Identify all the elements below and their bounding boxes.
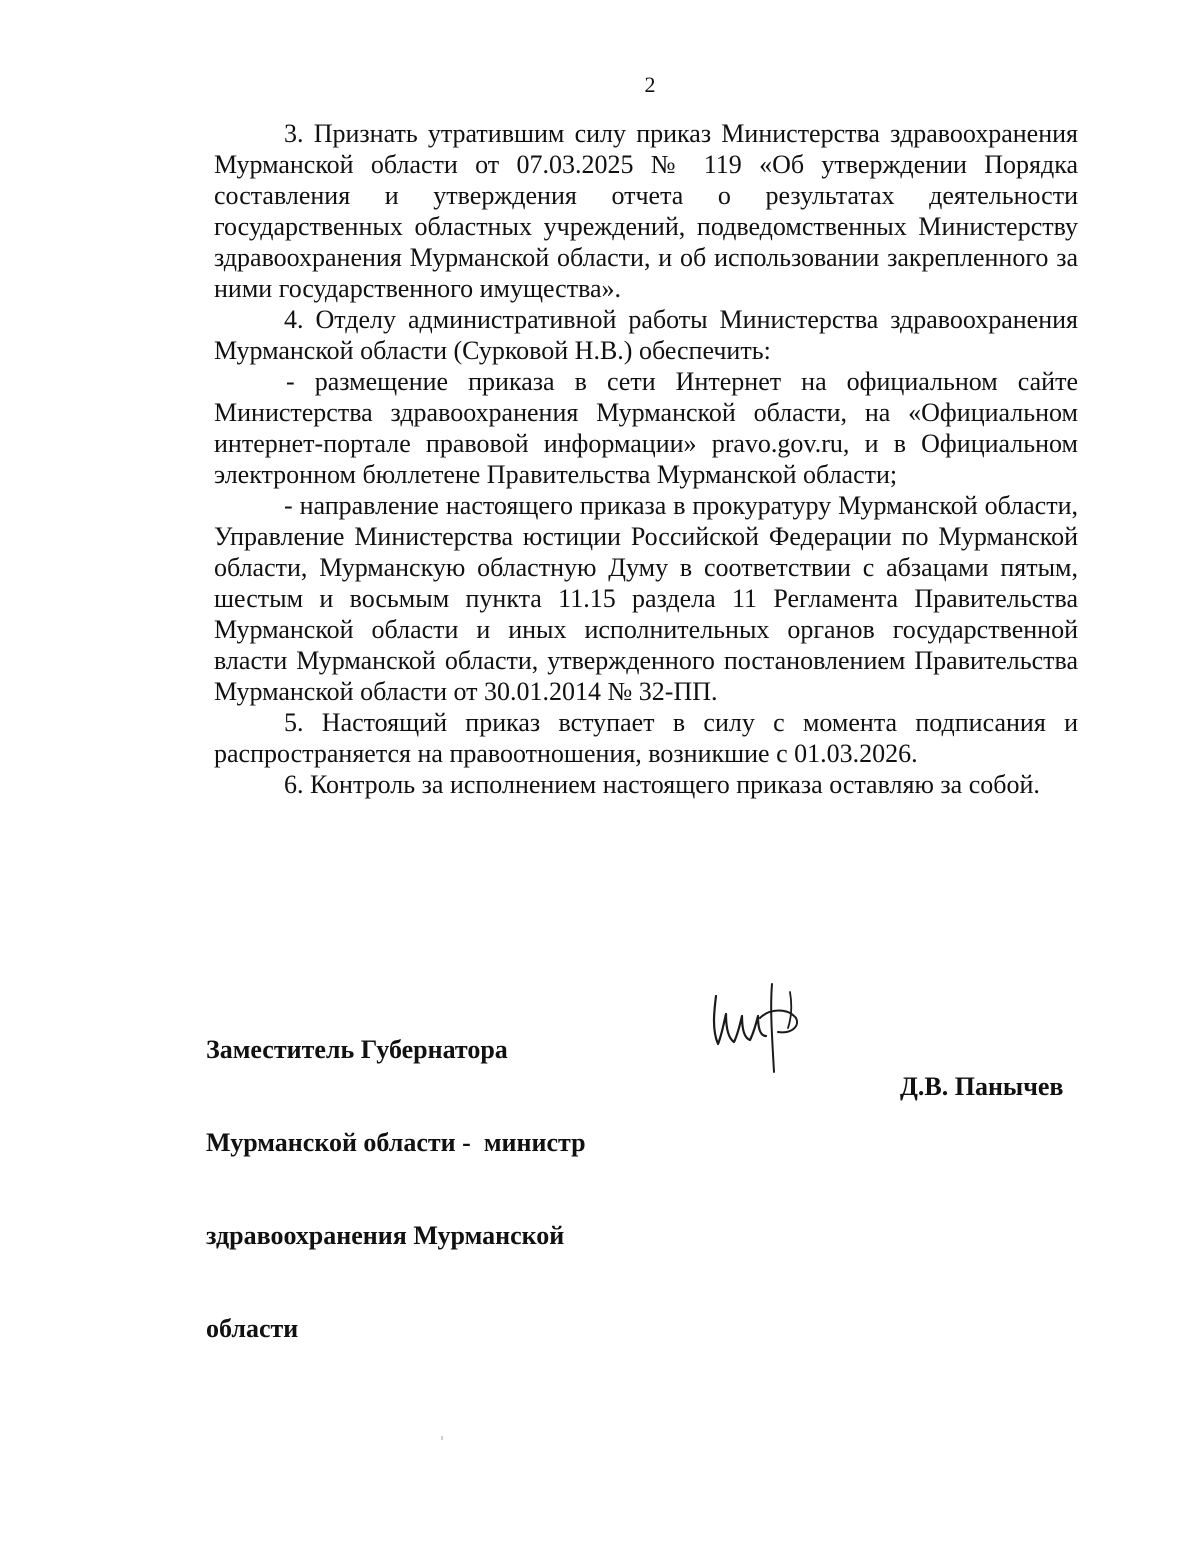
document-body bbox=[214, 118, 1078, 800]
signatory-position-line: области bbox=[206, 1314, 299, 1343]
paragraph-4-admin-department: 4. Отделу административной работы Министерства здравоохранения Мурманской области (Сурковой Н.В.) обеспечить: bbox=[214, 305, 1078, 365]
handwritten-signature bbox=[702, 978, 812, 1076]
signatory-position-line: Заместитель Губернатора bbox=[206, 1035, 508, 1064]
paragraph-4-distribution: - направление настоящего приказа в прокуратуру Мурманской области, Управление Министерства юстиции Российской Федерации по Мурманской области, Мурманскую областную Думу в соответствии с абзацами пятым, шестым и восьмым пункта 11.15 раздела 11 Регламента Правительства Мурманской области и иных исполнительных органов государственной власти Мурманской области, утвержденного постановлением Правительства Мурманской области от 30.01.2014 № 32-ПП. bbox=[214, 491, 1078, 706]
paragraph-3-repeal: 3. Признать утратившим силу приказ Министерства здравоохранения Мурманской области от 07.03.2025 № 119 «Об утверждении Порядка составления и утверждения отчета о результатах деятельности государственных областных учреждений, подведомственных Министерству здравоохранения Мурманской области, и об использовании закрепленного за ними государственного имущества». bbox=[214, 119, 1078, 303]
signatory-name: Д.В. Панычев bbox=[900, 1072, 1064, 1101]
page-number: 2 bbox=[644, 72, 656, 97]
scan-artifact bbox=[441, 1436, 443, 1440]
paragraph-4-publication: - размещение приказа в сети Интернет на официальном сайте Министерства здравоохранения Мурманской области, на «Официальном интернет-портале правовой информации» pravo.gov.ru, и в Официальном электронном бюллетене Правительства Мурманской области; bbox=[214, 367, 1078, 489]
paragraph-5-effective-date: 5. Настоящий приказ вступает в силу с момента подписания и распространяется на правоотношения, возникшие с 01.03.2026. bbox=[214, 708, 1078, 768]
paragraph-6-control: 6. Контроль за исполнением настоящего приказа оставляю за собой. bbox=[284, 770, 1040, 799]
signatory-position bbox=[206, 972, 586, 1375]
signatory-position-line: здравоохранения Мурманской bbox=[206, 1221, 565, 1250]
signatory-position-line: Мурманской области - министр bbox=[206, 1128, 586, 1157]
